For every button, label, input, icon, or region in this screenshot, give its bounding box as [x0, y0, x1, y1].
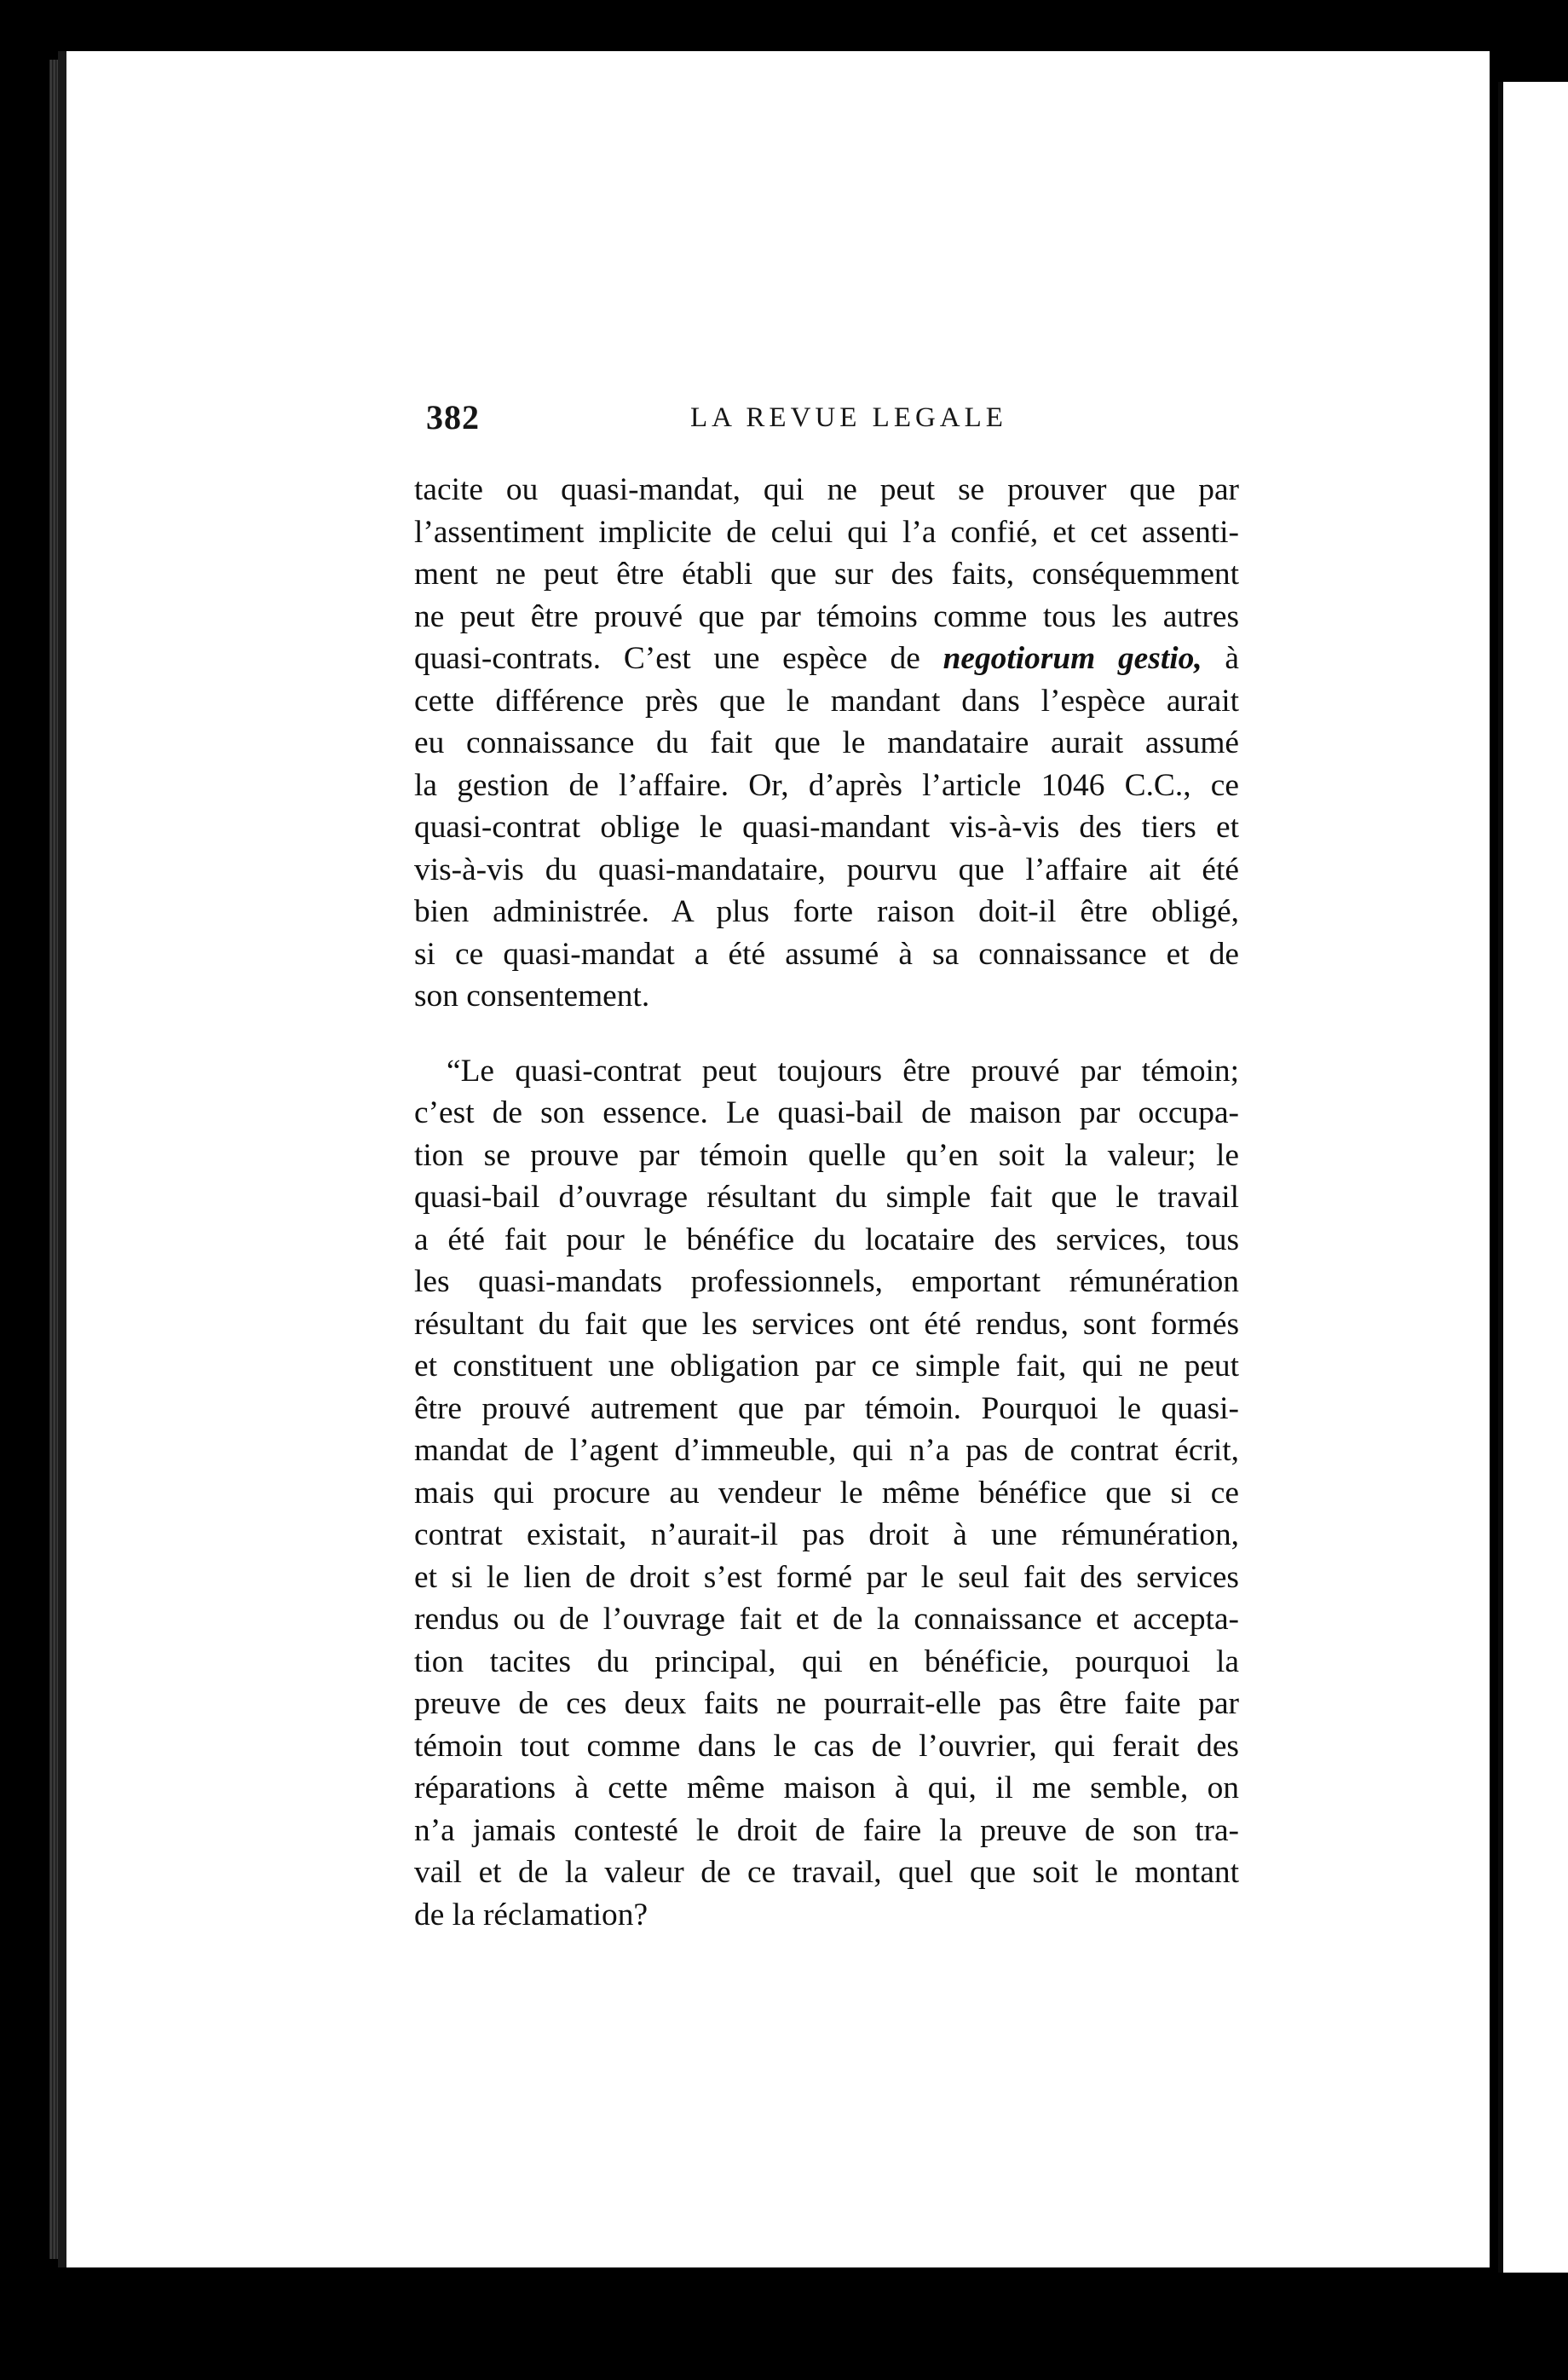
text-line: ment ne peut être établi que sur des faits, conséquemment [414, 557, 1239, 592]
text-line: bien administrée. A plus forte raison doit-il être obligé, [414, 894, 1239, 929]
text-line: tion se prouve par témoin quelle qu’en soit la valeur; le [414, 1137, 1239, 1173]
page-header [426, 397, 1278, 448]
body-text [414, 469, 1239, 1936]
page-number: 382 [426, 398, 480, 436]
text-line: c’est de son essence. Le quasi-bail de maison par occupa- [414, 1095, 1239, 1130]
text-line: si ce quasi-mandat a été assumé à sa connaissance et de [414, 936, 1239, 972]
text-line: vail et de la valeur de ce travail, quel que soit le montant [414, 1855, 1239, 1890]
text-line: résultant du fait que les services ont été rendus, sont formés [414, 1306, 1239, 1342]
text-line: quasi-contrat oblige le quasi-mandant vis-à-vis des tiers et [414, 810, 1239, 845]
text-line: a été fait pour le bénéfice du locataire des services, tous [414, 1222, 1239, 1257]
text-line: et si le lien de droit s’est formé par le seul fait des services [414, 1559, 1239, 1595]
text-line: tion tacites du principal, qui en bénéficie, pourquoi la [414, 1643, 1239, 1679]
text-line: rendus ou de l’ouvrage fait et de la connaissance et accepta- [414, 1602, 1239, 1637]
text-line: mandat de l’agent d’immeuble, qui n’a pas de contrat écrit, [414, 1433, 1239, 1468]
text-line: et constituent une obligation par ce simple fait, qui ne peut [414, 1349, 1239, 1384]
text-segment: à [1202, 641, 1239, 676]
paragraph-1 [414, 469, 1239, 1018]
text-line: preuve de ces deux faits ne pourrait-elle pas être faite par [414, 1686, 1239, 1721]
text-line: réparations à cette même maison à qui, il me semble, on [414, 1771, 1239, 1805]
text-line: être prouvé autrement que par témoin. Pourquoi le quasi- [414, 1390, 1239, 1426]
text-line: de la réclamation? [414, 1897, 649, 1932]
text-line: l’assentiment implicite de celui qui l’a confié, et cet assenti- [414, 514, 1239, 550]
text-line: témoin tout comme dans le cas de l’ouvrier, qui ferait des [414, 1728, 1239, 1764]
text-line: tacite ou quasi-mandat, qui ne peut se prouver que par [414, 472, 1239, 507]
text-line: n’a jamais contesté le droit de faire la preuve de son tra- [414, 1812, 1239, 1848]
text-line: la gestion de l’affaire. Or, d’après l’article 1046 C.C., ce [414, 767, 1239, 803]
text-line: vis-à-vis du quasi-mandataire, pourvu que l’affaire ait été [414, 852, 1239, 887]
text-line: contrat existait, n’aurait-il pas droit à une rémunération, [414, 1517, 1239, 1552]
text-line: les quasi-mandats professionnels, emportant rémunération [414, 1264, 1239, 1299]
text-line: eu connaissance du fait que le mandataire aurait assumé [414, 725, 1239, 760]
text-segment: quasi-contrats. C’est une espèce de [414, 641, 943, 676]
text-line: son consentement. [414, 979, 650, 1014]
text-line: ne peut être prouvé que par témoins comme tous les autres [414, 598, 1239, 634]
text-line: “Le quasi-contrat peut toujours être prouvé par témoin; [447, 1053, 1239, 1089]
text-line: mais qui procure au vendeur le même bénéfice que si ce [414, 1475, 1239, 1511]
text-line: cette différence près que le mandant dans l’espèce aurait [414, 683, 1239, 719]
running-title: LA REVUE LEGALE [690, 402, 1007, 433]
facing-page-edge [1498, 82, 1568, 2273]
paragraph-2 [414, 1050, 1239, 1937]
latin-phrase: negotiorum gestio, [943, 641, 1202, 676]
text-line: quasi-bail d’ouvrage résultant du simple fait que le travail [414, 1180, 1239, 1215]
text-line [414, 638, 1239, 680]
